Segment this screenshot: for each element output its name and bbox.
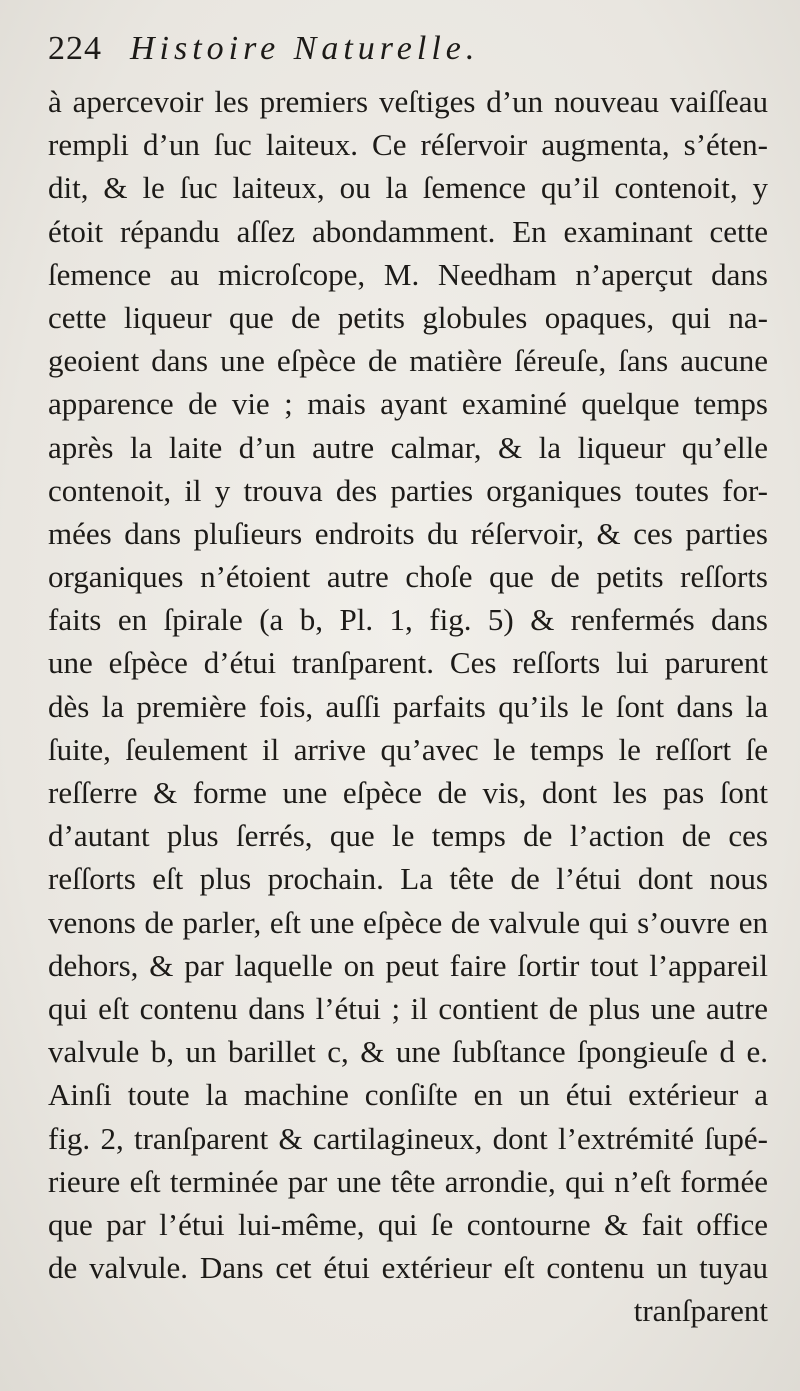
text-line: qui eſt contenu dans l’étui ; il contient de plus une autre — [48, 990, 768, 1026]
text-line: reſſorts eſt plus prochain. La tête de l’étui dont nous — [48, 861, 768, 897]
text-line: contenoit, il y trouva des parties organiques toutes for- — [48, 472, 768, 508]
text-line: organiques n’étoient autre choſe que de petits reſſorts — [48, 559, 768, 595]
running-title: Histoire Naturelle. — [130, 30, 480, 67]
catchword: tranſparent — [633, 1293, 768, 1329]
body-text — [48, 80, 768, 1332]
text-line: valvule b, un barillet c, & une ſubſtance ſpongieuſe d e. — [48, 1034, 768, 1070]
text-line: apparence de vie ; mais ayant examiné quelque temps — [48, 386, 768, 422]
text-line: ſemence au microſcope, M. Needham n’aperçut dans — [48, 256, 768, 292]
text-line: après la laite d’un autre calmar, & la liqueur qu’elle — [48, 429, 768, 465]
text-line: Ainſi toute la machine conſiſte en un étui extérieur a — [48, 1077, 768, 1113]
text-line: que par l’étui lui-même, qui ſe contourne & fait office — [48, 1206, 768, 1242]
text-line: rieure eſt terminée par une tête arrondie, qui n’eſt formée — [48, 1163, 768, 1199]
text-line: une eſpèce d’étui tranſparent. Ces reſſorts lui parurent — [48, 645, 768, 681]
text-line: geoient dans une eſpèce de matière ſéreuſe, ſans aucune — [48, 343, 768, 379]
text-line: fig. 2, tranſparent & cartilagineux, dont l’extrémité ſupé- — [48, 1120, 768, 1156]
text-line: mées dans pluſieurs endroits du réſervoir, & ces parties — [48, 515, 768, 551]
text-line: de valvule. Dans cet étui extérieur eſt contenu un tuyau — [48, 1250, 768, 1286]
text-line: dit, & le ſuc laiteux, ou la ſemence qu’il contenoit, y — [48, 170, 768, 206]
text-line: dehors, & par laquelle on peut faire ſortir tout l’appareil — [48, 947, 768, 983]
text-line: venons de parler, eſt une eſpèce de valvule qui s’ouvre en — [48, 904, 768, 940]
text-line: ſuite, ſeulement il arrive qu’avec le temps le reſſort ſe — [48, 731, 768, 767]
text-line: dès la première fois, auſſi parfaits qu’ils le ſont dans la — [48, 688, 768, 724]
text-line: d’autant plus ſerrés, que le temps de l’action de ces — [48, 818, 768, 854]
page-header — [48, 30, 770, 82]
text-line: étoit répandu aſſez abondamment. En examinant cette — [48, 213, 768, 249]
page-number: 224 — [48, 30, 102, 67]
text-line: à apercevoir les premiers veſtiges d’un nouveau vaiſſeau — [48, 84, 768, 119]
text-line: rempli d’un ſuc laiteux. Ce réſervoir augmenta, s’éten- — [48, 127, 768, 163]
text-line: reſſerre & forme une eſpèce de vis, dont les pas ſont — [48, 775, 768, 810]
text-line: cette liqueur que de petits globules opaques, qui na- — [48, 299, 768, 335]
text-line: faits en ſpirale (a b, Pl. 1, fig. 5) & renfermés dans — [48, 602, 768, 638]
